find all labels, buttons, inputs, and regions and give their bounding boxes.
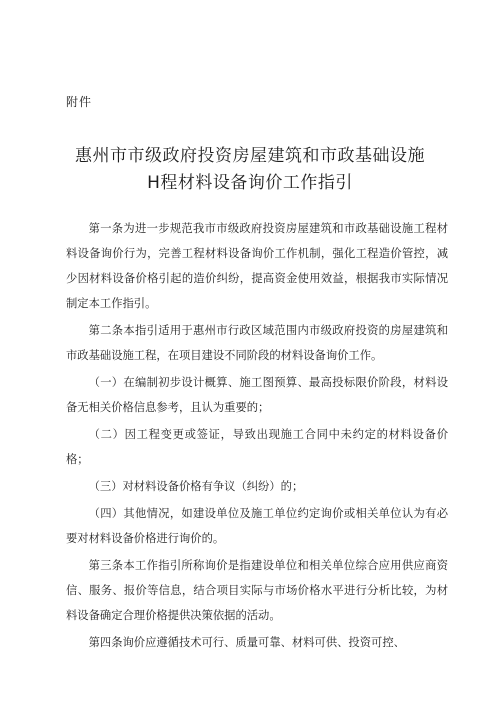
article-3-paragraph: 第三条本工作指引所称询价是指建设单位和相关单位综合应用供应商资信、服务、报价等信息，结合项目实际与市场价格水平进行分析比较，为材料设备确定合理价格提供决策依据的活动。 bbox=[66, 559, 448, 622]
document-body bbox=[66, 216, 448, 657]
article-2-item-1: （一）在编制初步设计概算、施工图预算、最高投标限价阶段，材料设备无相关价格信息参考，且认为重要的； bbox=[66, 376, 448, 414]
attachment-label: 附件 bbox=[66, 95, 93, 109]
document-title-line-2: H程材料设备询价工作指引 bbox=[147, 173, 353, 193]
article-2-paragraph: 第二条本指引适用于惠州市行政区域范围内市级政府投资的房屋建筑和市政基础设施工程，在项目建设不同阶段的材料设备询价工作。 bbox=[66, 324, 448, 362]
article-4-paragraph: 第四条询价应遵循技术可行、质量可靠、材料可供、投资可控、 bbox=[88, 636, 405, 649]
article-1-paragraph: 第一条为进一步规范我市市级政府投资房屋建筑和市政基础设施工程材料设备询价行为，完善工程材料设备询价工作机制，强化工程造价管控，减少因材料设备价格引起的造价纠纷，提高资金使用效益，根据我市实际情况制定本工作指引。 bbox=[66, 222, 448, 310]
article-2-item-4: （四）其他情况，如建设单位及施工单位约定询价或相关单位认为有必要对材料设备价格进行询价的。 bbox=[66, 507, 448, 545]
document-title-line-1: 惠州市市级政府投资房屋建筑和市政基础设施 bbox=[75, 146, 425, 166]
article-2-item-2: （二）因工程变更或签证，导致出现施工合同中未约定的材料设备价格； bbox=[66, 428, 448, 466]
article-2-item-3: （三）对材料设备价格有争议（纠纷）的； bbox=[88, 480, 304, 493]
